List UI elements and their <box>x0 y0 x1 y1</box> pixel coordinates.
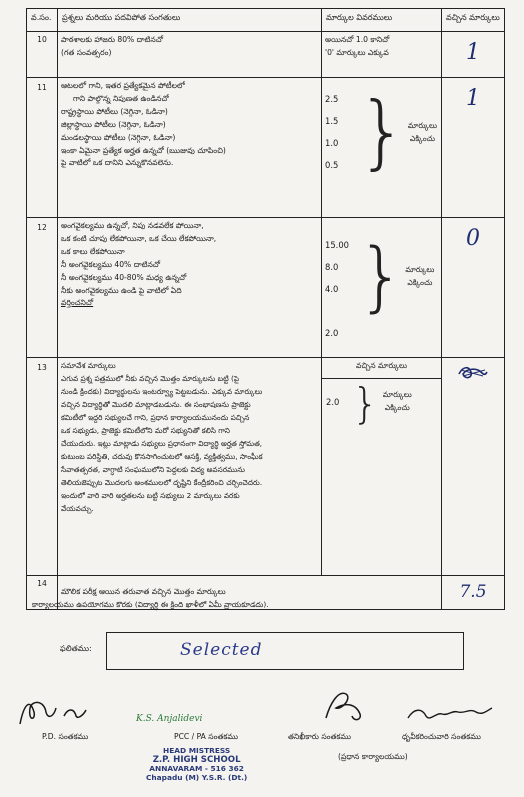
obtained-mark: 1 <box>442 32 505 78</box>
brace-label: మార్కులు <box>407 121 437 130</box>
obtained-mark-cell <box>442 358 505 576</box>
row-marks-line: అయినచో 1.0 కానిచో <box>325 35 390 44</box>
school-stamp <box>146 747 247 782</box>
stamp-line: Chapadu (M) Y.S.R. (Dt.) <box>146 772 248 782</box>
right-brace: } <box>357 85 408 178</box>
row-text-line: ఇంకా ఏమైనా ప్రత్యేక అర్హత ఉన్నచో (ఋజువు చూపించి) <box>61 145 226 155</box>
row-text-line: గాని పాల్గొన్న నిపుణత ఉండినచో <box>73 93 169 103</box>
stamp-line: ANNAVARAM - 516 362 <box>149 764 244 774</box>
row-text-line: మండలస్థాయి పోటీలు (నెగ్గినా, ఓడినా) <box>61 132 176 142</box>
row-text-line: (గత సంవత్సరం) <box>61 47 112 57</box>
inspector-signature <box>316 684 374 726</box>
row-text-line: నీకు అంగవైకల్యము ఉండి పై వాటిలో ఏది <box>61 285 182 295</box>
table-row <box>27 358 505 576</box>
row-text-line: చేయుదురు. ఇట్లు మాట్లాడు సభ్యులు ప్రధానంగా విద్యార్థి అర్హత స్తోమత, <box>61 438 263 448</box>
office-note: కార్యాలయము ఉపయోగము కొరకు (విద్యార్థి ఈ క్రింది ఖాళీలో ఏమీ వ్రాయకూడదు). <box>32 600 269 609</box>
obtained-mark: 1 <box>442 78 505 218</box>
pd-signature-label: P.D. సంతకము <box>42 732 89 741</box>
row-text <box>58 358 322 576</box>
row-text-line: కమిటీలో ఇద్దరి సభ్యులచే గాని, ప్రధాన కార్యాలయమునందు పచ్చిన <box>61 412 250 422</box>
candidate-signature <box>404 700 494 726</box>
brace-label: ఎక్కించు <box>409 133 435 143</box>
row-text-line: ఇందులో వారి వారి అర్హతలను బట్టి సభ్యులు 2 మార్కులు వరకు <box>61 490 240 500</box>
verifier-signature-label: ధృవీకరించువారి సంతకము <box>402 732 481 741</box>
row-marks <box>322 218 442 358</box>
header-marks-details: మార్కుల వివరములు <box>322 9 442 32</box>
mark-value: 1.5 <box>325 116 339 126</box>
right-brace: } <box>357 231 406 320</box>
mark-value: 4.0 <box>325 284 339 294</box>
mark-value: 2.5 <box>325 94 339 104</box>
stamp-line: HEAD MISTRESS <box>163 746 231 755</box>
pcc-signature-label: PCC / PA సంతకము <box>174 732 238 741</box>
brace-label: ఎక్కించు <box>384 402 410 412</box>
mark-value: 2.0 <box>325 328 339 338</box>
office-label: (ప్రధాన కార్యాలయము) <box>338 752 408 761</box>
table-header <box>27 9 505 32</box>
row-text-line: నీ అంగవైకల్యము 40-80% మధ్య ఉన్నచో <box>61 272 187 282</box>
row-text-line: వచ్చిన విద్యార్థితో మొదలి మాట్లాడబడును. ఈ సంభాషణను ప్రాజెక్టు <box>61 399 251 409</box>
pd-signature <box>14 694 104 730</box>
mark-value: 0.5 <box>325 160 339 170</box>
result-label: ఫలితము: <box>60 644 92 653</box>
row-text <box>58 78 322 218</box>
row-text-line: ఒక కంటి చూపు లేకపోయినా, ఒక చేయి లేకపోయినా, <box>61 233 217 243</box>
row-text-line: నీ అంగవైకల్యము 40% దాటినచో <box>61 259 161 269</box>
table-row <box>27 78 505 218</box>
mark-value: 15.00 <box>325 240 349 250</box>
row-number: 13 <box>27 358 58 576</box>
row-text <box>58 32 322 78</box>
row-text-line: ఆటలలో గాని, ఇతర ప్రత్యేకమైన పోటీలలో <box>61 81 185 90</box>
row-text <box>58 218 322 358</box>
brace-label: మార్కులు <box>405 265 435 274</box>
stamp-line: Z.P. HIGH SCHOOL <box>152 754 241 765</box>
row-text-line: జిల్లాస్థాయి పోటీలు (నెగ్గినా, ఓడినా) <box>61 119 166 129</box>
subhead: వచ్చిన మార్కులు <box>322 358 441 379</box>
row-text-line: ఒక కాలు లేకపోయినా <box>61 246 125 256</box>
row-number: 14 <box>27 576 58 610</box>
mark-value: 1.0 <box>325 138 339 148</box>
obtained-mark: 0 <box>442 218 505 358</box>
mark-value: 2.0 <box>326 397 340 407</box>
row-number: 11 <box>27 78 58 218</box>
row-text-line: కుటుంబ పరిస్థితి, చదువు కొనసాగించుటలో ఆసక్తి, వ్యక్తిత్వము, సాంఘీక <box>61 451 263 461</box>
row-marks <box>322 78 442 218</box>
header-obtained: వచ్చిన మార్కులు <box>442 9 505 32</box>
table-row <box>27 218 505 358</box>
header-sno: వ.సం. <box>27 9 58 32</box>
table-row <box>27 32 505 78</box>
result-box <box>106 632 464 670</box>
mark-value: 8.0 <box>325 262 339 272</box>
row-text-line: రాష్ట్రస్థాయి పోటీలు (నెగ్గినా, ఓడినా) <box>61 106 168 116</box>
row-marks <box>322 358 442 576</box>
pcc-handwriting: K.S. Anjalidevi <box>136 714 203 724</box>
row-text-line: నుండి క్రిందకు) విద్యార్థులను ఇంటర్వ్యూ పెట్టబడును. ఎక్కువ మార్కులు <box>61 386 263 396</box>
obtained-mark: 7.5 <box>442 576 505 610</box>
row-text-line: తెలియజెప్పుట మొదలగు అంశములలో దృష్టిని కేంద్రీకరించి చర్చించెదరు. <box>61 477 263 487</box>
inspector-signature-label: తనిఖీకారు సంతకము <box>288 732 352 741</box>
row-marks <box>322 32 442 78</box>
result-value: Selected <box>180 640 263 660</box>
brace-label: మార్కులు <box>382 390 412 399</box>
row-number: 10 <box>27 32 58 78</box>
row-text-line: ఒక సభ్యుడు, ప్రాజెక్టు కమిటీలోని మరో సభ్యునితో కలిసి గాని <box>61 425 230 435</box>
row-title: సమావేశ మార్కులు <box>61 361 116 370</box>
marks-table <box>26 8 505 610</box>
row-text-line: వేయవచ్చు. <box>61 503 94 513</box>
header-details: ప్రశ్నలు మరియు పదవిపోత సంగతులు <box>58 9 322 32</box>
row-text-line: పాఠశాలకు హాజరు 80% దాటినచో <box>61 35 164 44</box>
right-brace: } <box>352 379 379 428</box>
row-text-line: వర్తించనిచో <box>61 298 94 308</box>
row-text-line: ఎగువ ప్రశ్న పత్రములో నీకు వచ్చిన మొత్తం మార్కులను బట్టి (పై <box>61 373 240 383</box>
brace-label: ఎక్కించు <box>407 277 433 287</box>
row-number: 12 <box>27 218 58 358</box>
row-text-line: పై వాటిలో ఒక దానిని ఎన్నుకొనవలెను. <box>61 158 174 168</box>
row-text: మౌలిక పరీక్ష ఆయిన తరువాత వచ్చిన మొత్తం మార్కులు <box>58 576 442 610</box>
scribble-mark <box>455 360 491 384</box>
row-text-line: అంగవైకల్యము ఉన్నచో, నిపు నడవలేక పోయినా, <box>61 221 204 230</box>
row-text-line: సేవాతత్పరత, వాగ్ధాటి సంఘములోని పెద్దలకు విద్య అవసరమును <box>61 464 245 474</box>
row-marks-line: '0' మార్కులు ఎక్కువ <box>325 47 389 57</box>
